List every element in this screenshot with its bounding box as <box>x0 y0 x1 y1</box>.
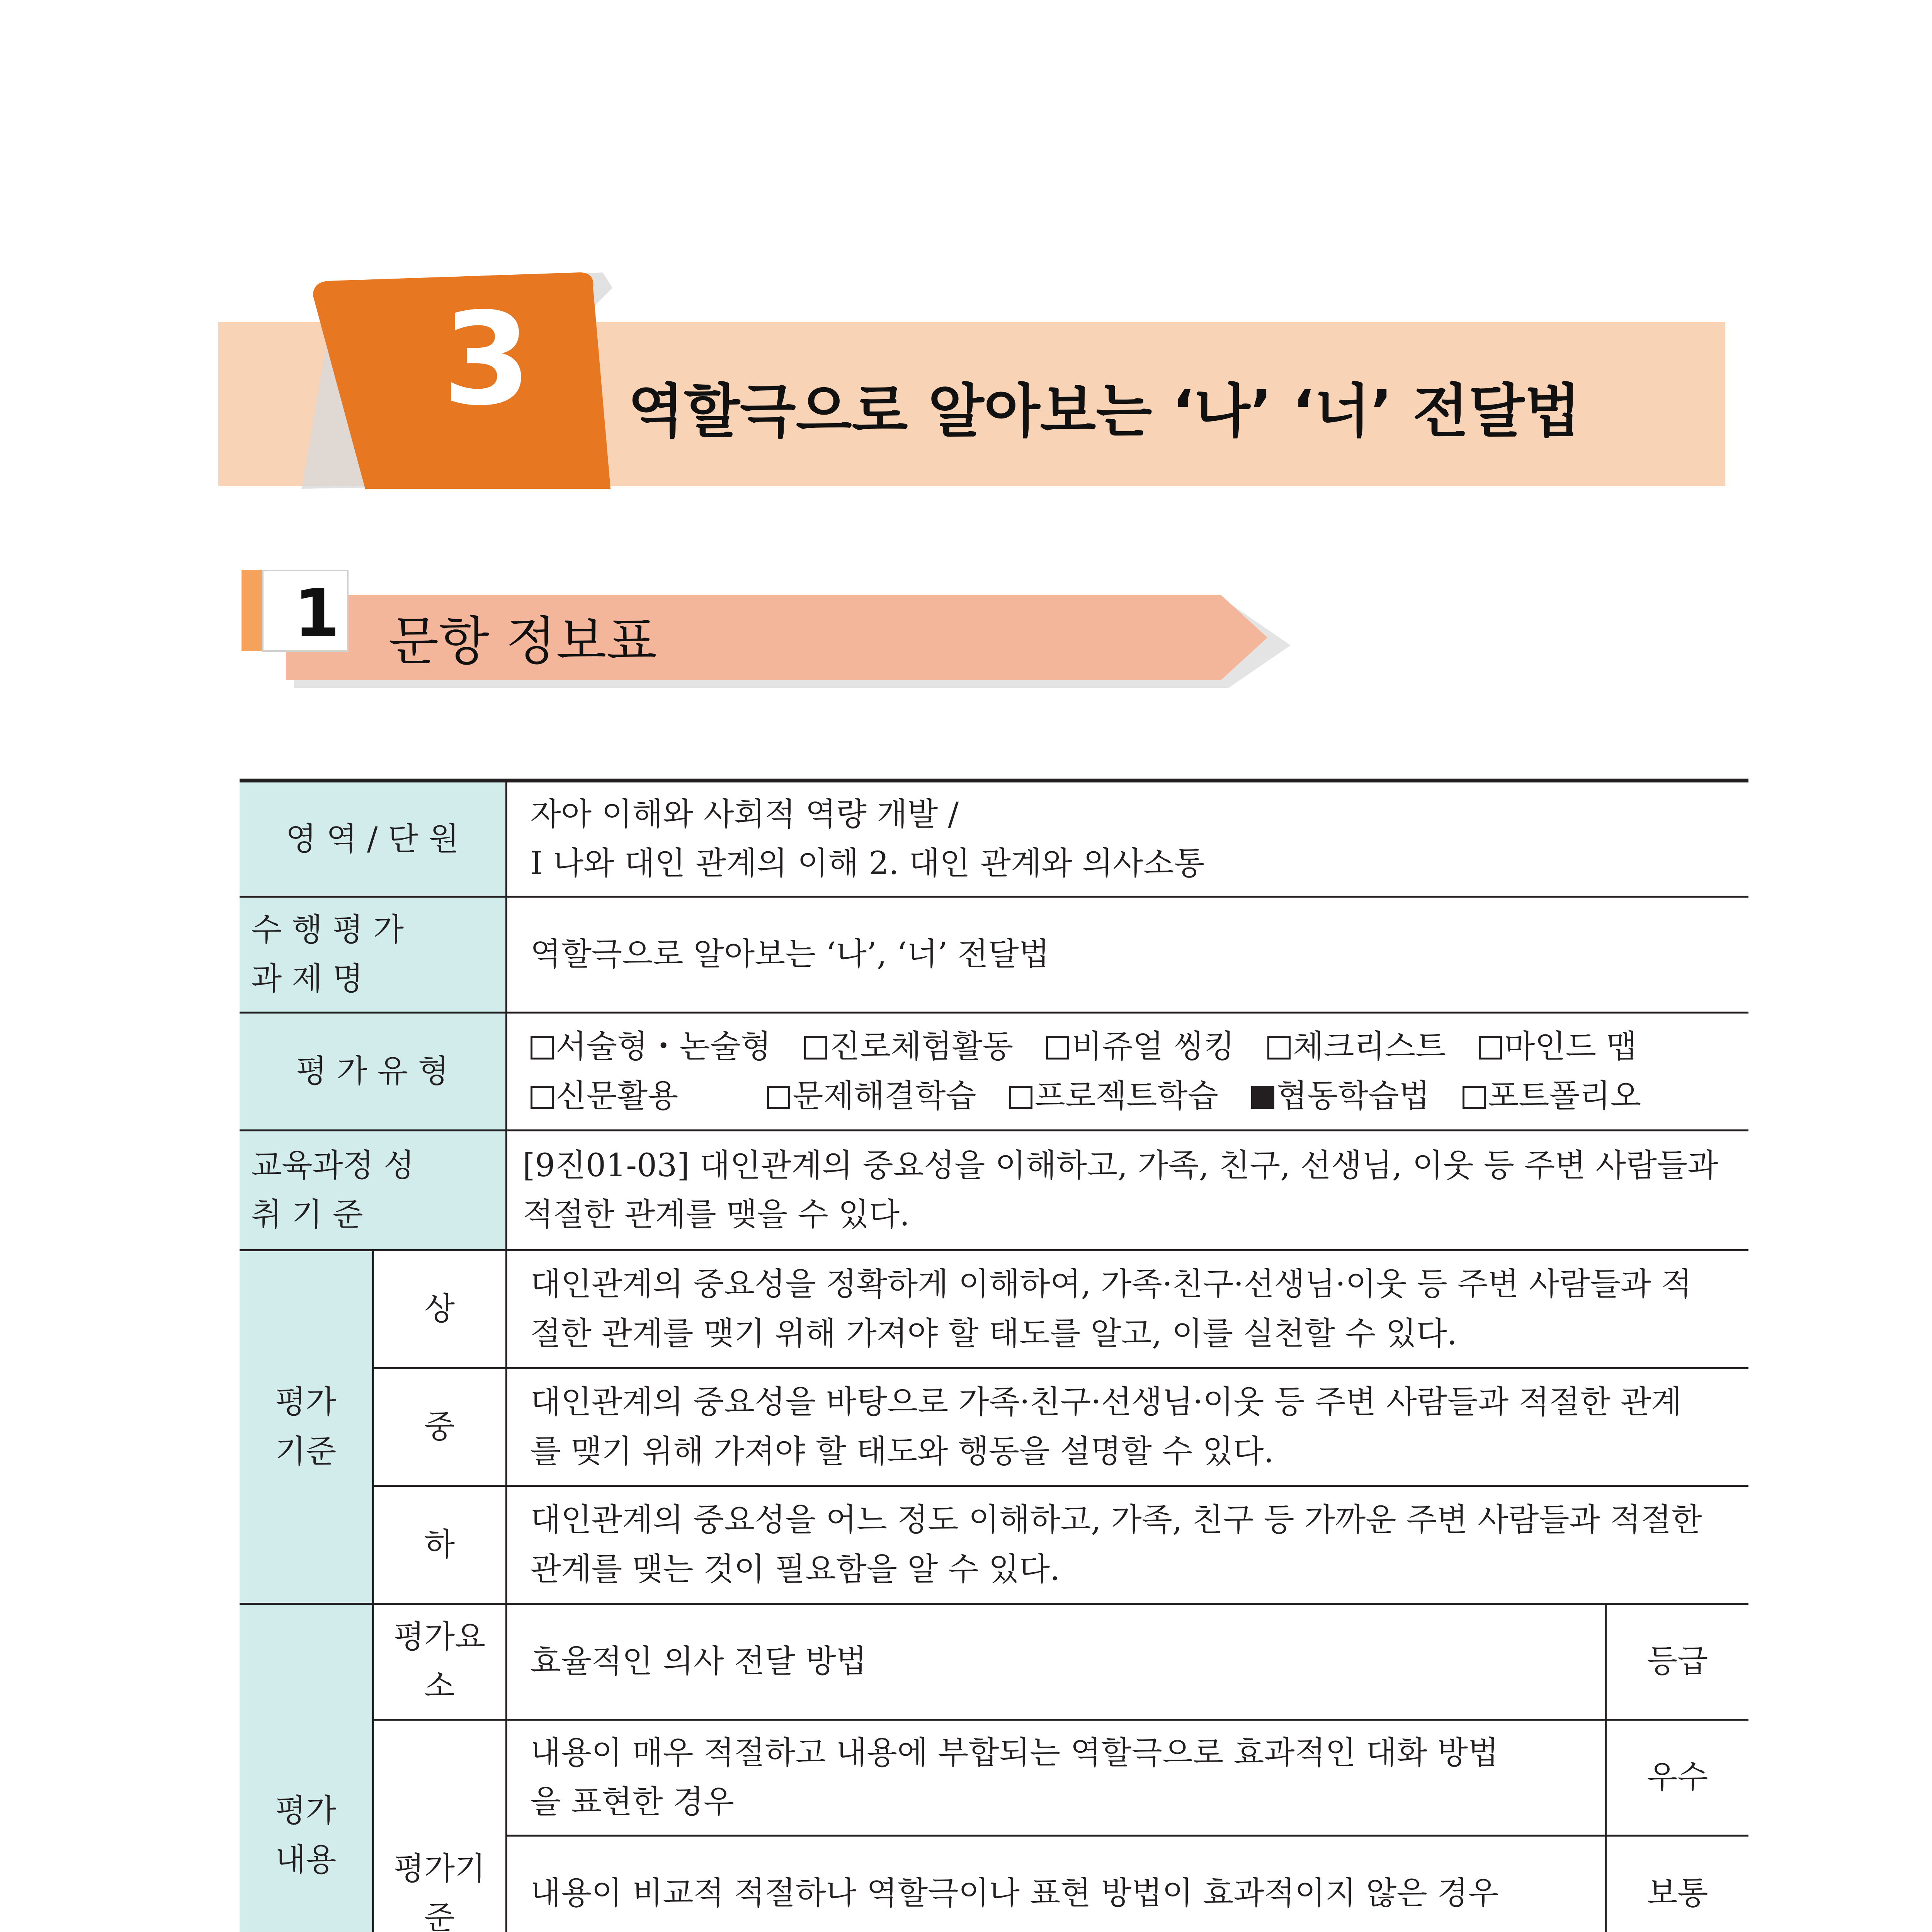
type-label: 평 가 유 형 <box>240 1012 506 1130</box>
row-content-excellent <box>240 1719 1748 1835</box>
standard-label <box>240 1130 506 1250</box>
criteria-level-mid: 중 <box>373 1368 506 1486</box>
section-number: 1 <box>294 575 340 652</box>
criteria-text-mid: 대인관계의 중요성을 바탕으로 가족·친구·선생님·이웃 등 주변 사람들과 적절한 관계 를 맺기 위해 가져야 할 태도와 행동을 설명할 수 있다. <box>506 1368 1748 1486</box>
type-value <box>506 1012 1748 1130</box>
type-option[interactable]: 비쥬얼 씽킹 <box>1046 1022 1235 1071</box>
element-label: 평가요 소 <box>373 1604 506 1719</box>
type-option[interactable]: 포트폴리오 <box>1463 1071 1641 1121</box>
criteria-level-high: 상 <box>373 1250 506 1368</box>
checkbox-icon <box>1009 1086 1032 1109</box>
section-box-accent <box>242 570 263 651</box>
section-title: 문항 정보표 <box>388 611 657 672</box>
type-option[interactable]: 서술형・논술형 <box>531 1022 771 1071</box>
chapter-number: 3 <box>442 285 531 434</box>
element-value: 효율적인 의사 전달 방법 <box>506 1604 1605 1719</box>
row-criteria-high <box>240 1250 1748 1368</box>
standard-value-line1: [9진01-03] 대인관계의 중요성을 이해하고, 가족, 친구, 선생님, 이웃 등 주변 사람들과 <box>522 1147 1718 1184</box>
grade-header: 등급 <box>1605 1604 1748 1719</box>
content-label-line2: 내용 <box>275 1842 337 1878</box>
type-option[interactable]: 프로젝트학습 <box>1009 1071 1218 1121</box>
task-value: 역할극으로 알아보는 ‘나’, ‘너’ 전달법 <box>506 896 1748 1012</box>
standard-value-line2: 적절한 관계를 맺을 수 있다. <box>522 1196 910 1233</box>
type-options-row1 <box>531 1022 1726 1071</box>
standard-value <box>506 1130 1748 1250</box>
row-criteria-low <box>240 1486 1748 1604</box>
standard-label-line1: 교육과정 성 <box>251 1147 415 1184</box>
row-criteria-mid <box>240 1368 1748 1486</box>
checkbox-icon <box>1479 1036 1502 1060</box>
criteria-label <box>240 1250 373 1604</box>
checkbox-icon <box>1046 1036 1069 1060</box>
content-label <box>240 1604 373 1932</box>
row-content-element <box>240 1604 1748 1719</box>
task-label <box>240 896 506 1012</box>
item-info-table <box>240 779 1748 1932</box>
area-value <box>506 781 1748 896</box>
type-option[interactable]: 마인드 맵 <box>1479 1022 1637 1071</box>
checkbox-icon <box>1463 1086 1486 1109</box>
row-type <box>240 1012 1748 1130</box>
criteria-text-low: 대인관계의 중요성을 어느 정도 이해하고, 가족, 친구 등 가까운 주변 사람들과 적절한 관계를 맺는 것이 필요함을 알 수 있다. <box>506 1486 1748 1604</box>
row-standard <box>240 1130 1748 1250</box>
task-label-line2: 과 제 명 <box>251 961 363 997</box>
content-text-average: 내용이 비교적 적절하나 역할극이나 표현 방법이 효과적이지 않은 경우 <box>506 1835 1605 1932</box>
criteria-label-line1: 평가 <box>275 1384 337 1421</box>
type-option[interactable]: 문제해결학습 <box>767 1071 976 1121</box>
row-task <box>240 896 1748 1012</box>
content-label-line1: 평가 <box>275 1792 337 1829</box>
type-option[interactable]: 체크리스트 <box>1267 1022 1446 1071</box>
area-value-line1: 자아 이해와 사회적 역량 개발 / <box>530 796 959 833</box>
checkbox-icon <box>531 1036 554 1060</box>
criteria-label-line2: 기준 <box>275 1433 337 1470</box>
type-option-checked[interactable]: 협동학습법 <box>1251 1071 1430 1121</box>
checkbox-icon <box>1267 1036 1291 1060</box>
type-option[interactable]: 진로체험활동 <box>804 1022 1013 1071</box>
standard-label-line2: 취 기 준 <box>251 1196 363 1233</box>
criteria-level-low: 하 <box>373 1486 506 1604</box>
content-text-excellent: 내용이 매우 적절하고 내용에 부합되는 역할극으로 효과적인 대화 방법 을 표현한 경우 <box>506 1719 1605 1835</box>
grade-excellent: 우수 <box>1605 1719 1748 1835</box>
chapter-title: 역할극으로 알아보는 ‘나’ ‘너’ 전달법 <box>628 378 1581 445</box>
checkbox-icon <box>804 1036 827 1060</box>
checkbox-icon <box>767 1086 790 1109</box>
checkbox-icon <box>531 1086 554 1109</box>
criteria-text-high: 대인관계의 중요성을 정확하게 이해하여, 가족·친구·선생님·이웃 등 주변 사람들과 적 절한 관계를 맺기 위해 가져야 할 태도를 알고, 이를 실천할 수 있다. <box>506 1250 1748 1368</box>
type-option[interactable]: 신문활용 <box>531 1071 679 1121</box>
content-criteria-label: 평가기 준 <box>373 1719 506 1932</box>
type-options-row2 <box>531 1071 1726 1121</box>
row-area <box>240 781 1748 896</box>
checkbox-checked-icon <box>1251 1086 1274 1109</box>
task-label-line1: 수 행 평 가 <box>251 911 404 948</box>
grade-average: 보통 <box>1605 1835 1748 1932</box>
area-value-line2: Ⅰ 나와 대인 관계의 이해 2. 대인 관계와 의사소통 <box>530 845 1205 882</box>
area-label: 영 역 / 단 원 <box>240 781 506 896</box>
